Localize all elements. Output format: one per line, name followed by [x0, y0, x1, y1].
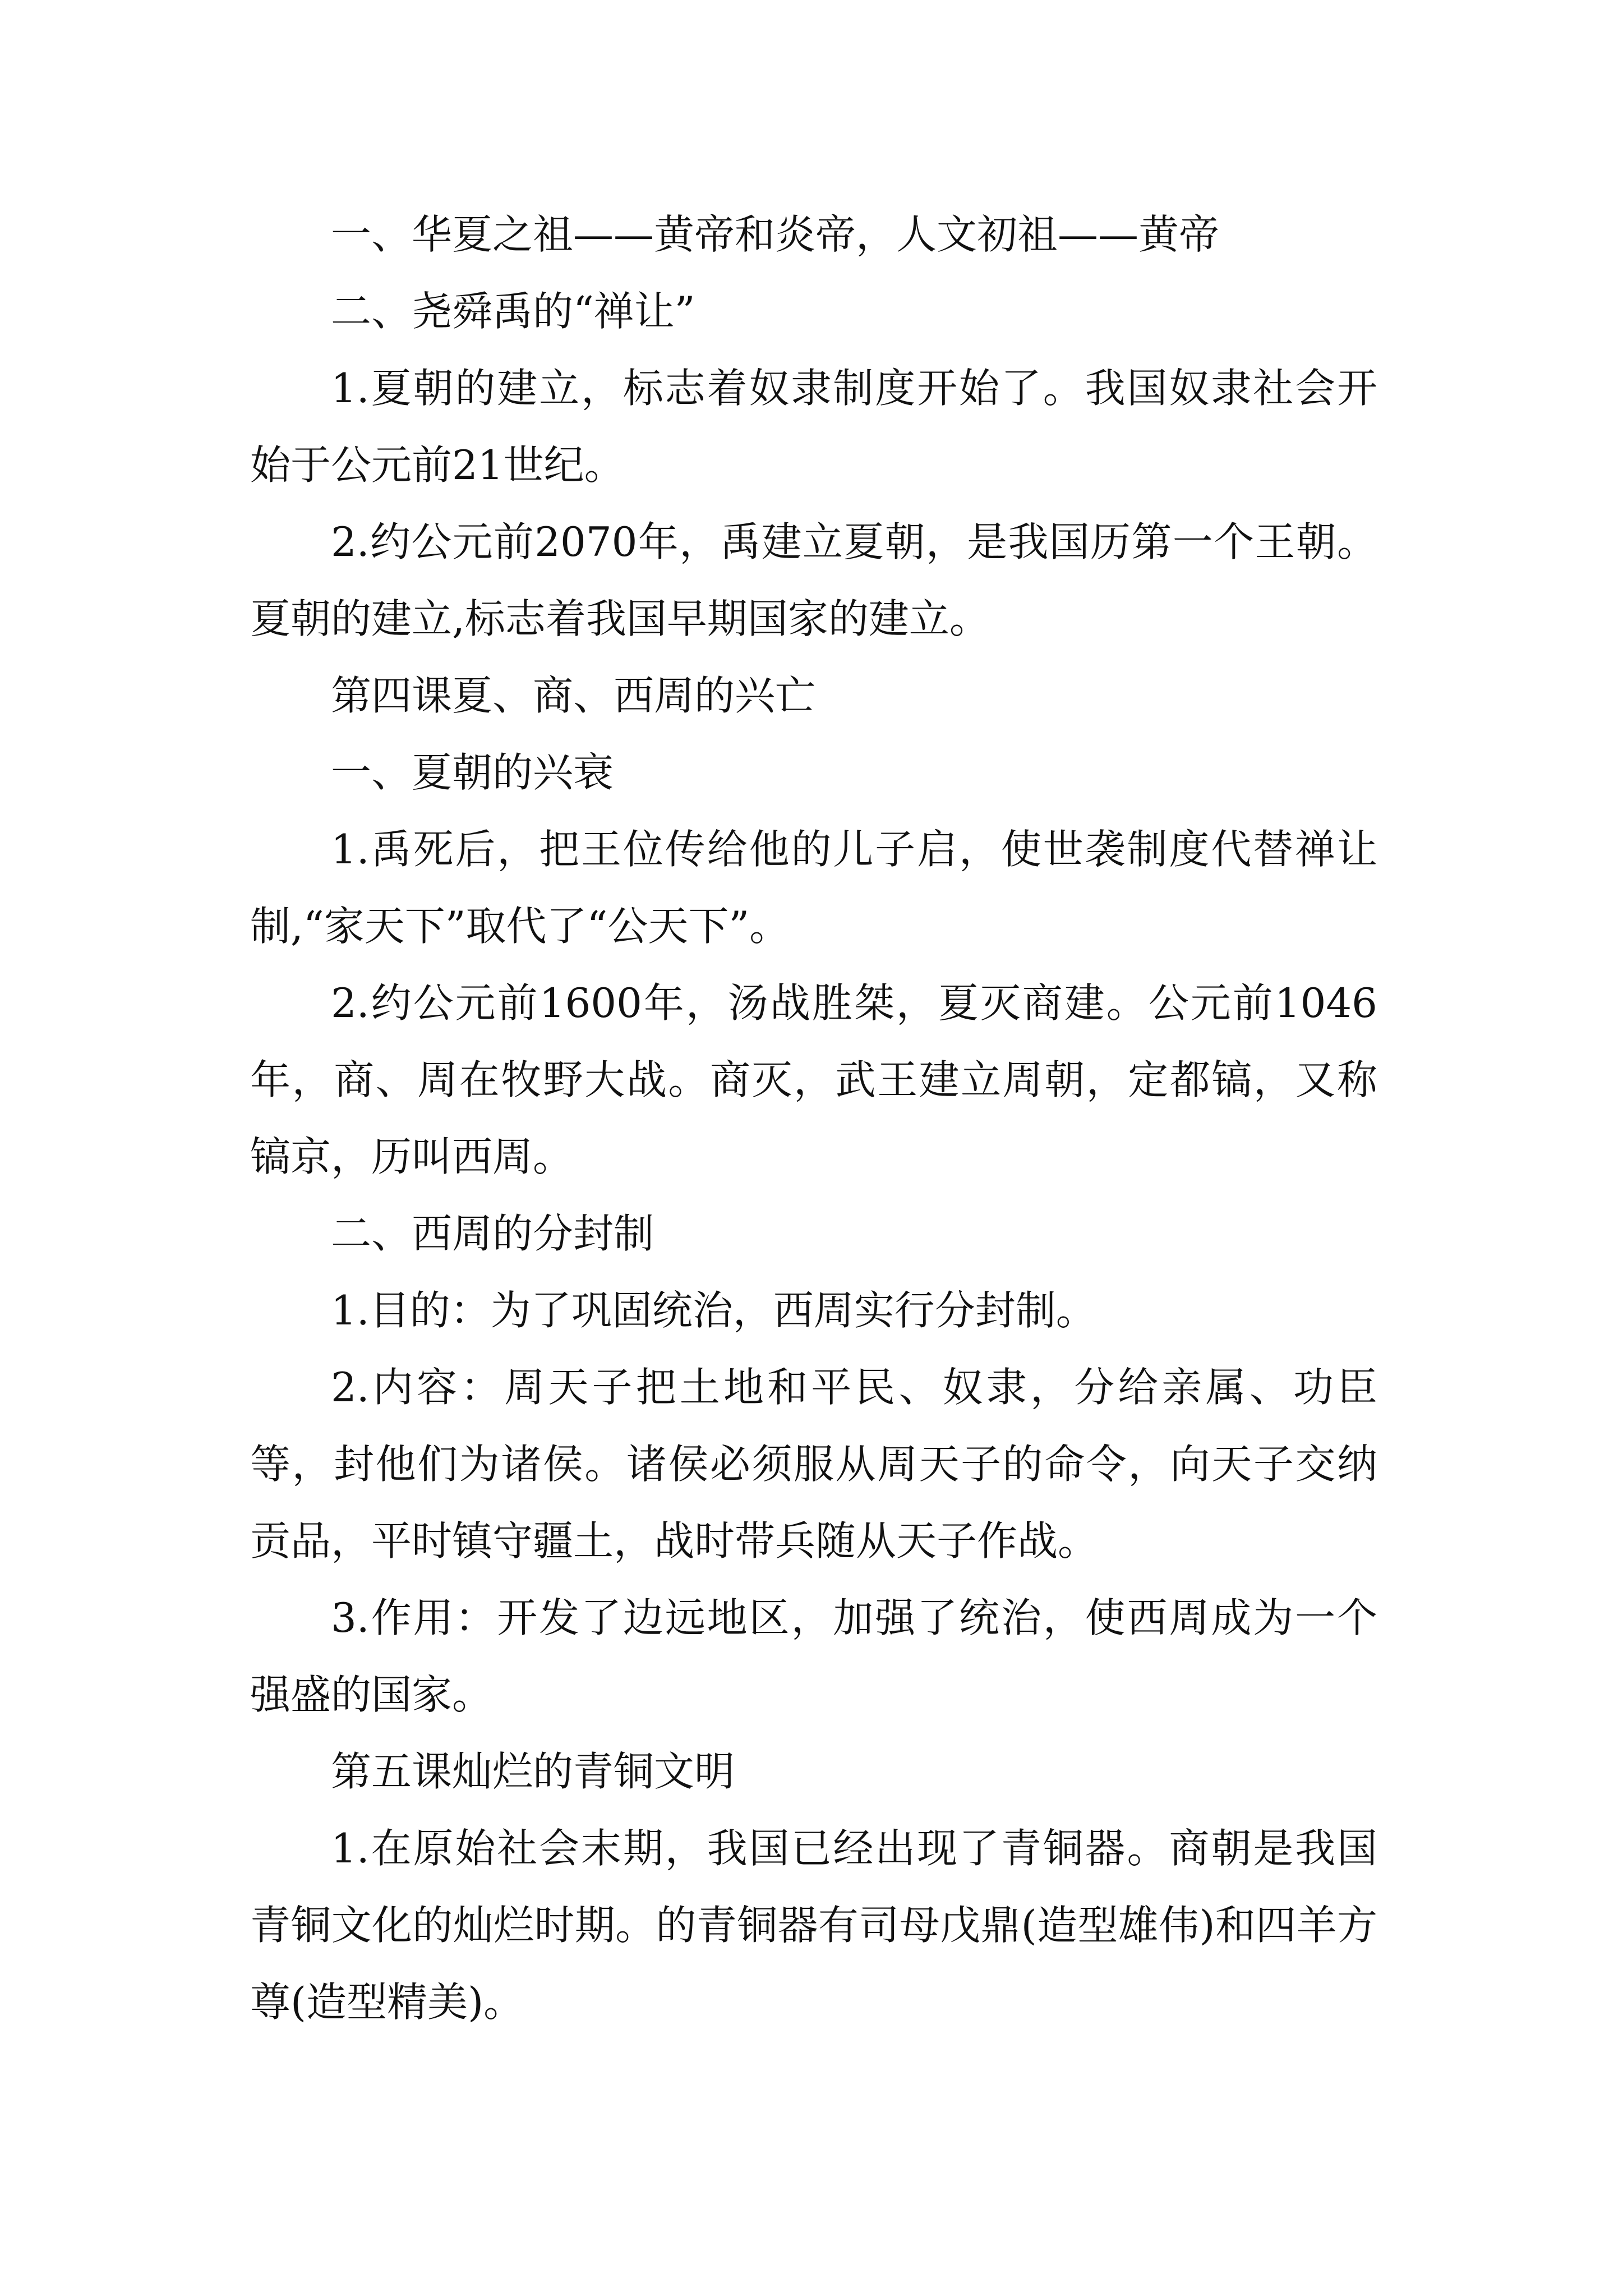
body-paragraph: 3.作用：开发了边远地区，加强了统治，使西周成为一个强盛的国家。 — [250, 1594, 1377, 1718]
body-paragraph: 2.内容：周天子把土地和平民、奴隶，分给亲属、功臣等，封他们为诸侯。诸侯必须服从周天子的命令，向天子交纳贡品，平时镇守疆土，战时带兵随从天子作战。 — [250, 1364, 1377, 1565]
lesson-title: 第四课夏、商、西周的兴亡 — [331, 672, 816, 719]
body-paragraph: 1.目的：为了巩固统治，西周实行分封制。 — [331, 1287, 1096, 1334]
section-heading: 一、华夏之祖——黄帝和炎帝，人文初祖——黄帝 — [331, 211, 1220, 258]
body-paragraph: 1.禹死后，把王位传给他的儿子启，使世袭制度代替禅让制,“家天下”取代了“公天下”。 — [250, 826, 1377, 950]
lesson-title: 第五课灿烂的青铜文明 — [331, 1748, 735, 1795]
document-body — [250, 196, 1377, 2041]
body-paragraph: 2.约公元前2070年，禹建立夏朝，是我国历第一个王朝。夏朝的建立,标志着我国早期国家的建立。 — [250, 518, 1377, 642]
body-paragraph: 1.在原始社会末期，我国已经出现了青铜器。商朝是我国青铜文化的灿烂时期。的青铜器有司母戊鼎(造型雄伟)和四羊方尊(造型精美)。 — [250, 1825, 1377, 2026]
body-paragraph: 1.夏朝的建立，标志着奴隶制度开始了。我国奴隶社会开始于公元前21世纪。 — [250, 365, 1377, 489]
section-heading: 二、尧舜禹的“禅让” — [331, 288, 695, 335]
body-paragraph: 2.约公元前1600年，汤战胜桀，夏灭商建。公元前1046年，商、周在牧野大战。商灭，武王建立周朝，定都镐，又称镐京，历叫西周。 — [250, 979, 1377, 1180]
section-heading: 一、夏朝的兴衰 — [331, 749, 614, 796]
section-heading: 二、西周的分封制 — [331, 1210, 654, 1257]
